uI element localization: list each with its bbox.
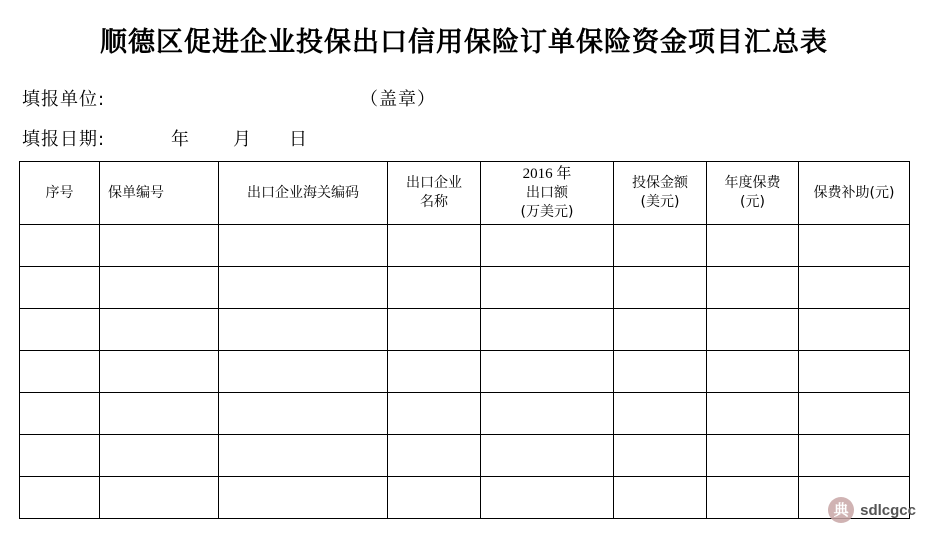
watermark-text: sdlcgcc bbox=[860, 501, 916, 519]
table-row bbox=[20, 309, 910, 351]
table-cell[interactable] bbox=[219, 225, 388, 267]
table-cell[interactable] bbox=[20, 435, 100, 477]
table-cell[interactable] bbox=[219, 351, 388, 393]
table-cell[interactable] bbox=[481, 267, 614, 309]
table-cell[interactable] bbox=[388, 477, 481, 519]
header-company-name: 出口企业 名称 bbox=[388, 162, 481, 225]
table-cell[interactable] bbox=[481, 393, 614, 435]
table-cell[interactable] bbox=[219, 309, 388, 351]
table-cell[interactable] bbox=[100, 267, 219, 309]
table-row bbox=[20, 267, 910, 309]
header-insured-amount: 投保金额 (美元) bbox=[614, 162, 707, 225]
table-cell[interactable] bbox=[481, 351, 614, 393]
table-cell[interactable] bbox=[707, 351, 799, 393]
table-cell[interactable] bbox=[481, 435, 614, 477]
stamp-note: （盖章） bbox=[360, 89, 436, 110]
document-title: 顺德区促进企业投保出口信用保险订单保险资金项目汇总表 bbox=[100, 27, 828, 58]
table-cell[interactable] bbox=[707, 225, 799, 267]
table-cell[interactable] bbox=[799, 351, 910, 393]
table-cell[interactable] bbox=[614, 267, 707, 309]
date-month-label: 月 bbox=[233, 129, 252, 150]
table-row bbox=[20, 477, 910, 519]
summary-table bbox=[19, 161, 910, 519]
table-body bbox=[20, 225, 910, 519]
table-cell[interactable] bbox=[614, 351, 707, 393]
header-serial-no: 序号 bbox=[20, 162, 100, 225]
table-cell[interactable] bbox=[100, 225, 219, 267]
watermark bbox=[828, 497, 916, 523]
date-year-label: 年 bbox=[171, 129, 190, 150]
table-cell[interactable] bbox=[100, 435, 219, 477]
table-cell[interactable] bbox=[20, 225, 100, 267]
table-cell[interactable] bbox=[614, 225, 707, 267]
table-cell[interactable] bbox=[481, 225, 614, 267]
table-cell[interactable] bbox=[707, 309, 799, 351]
table-cell[interactable] bbox=[388, 267, 481, 309]
table-cell[interactable] bbox=[799, 267, 910, 309]
table-cell[interactable] bbox=[20, 351, 100, 393]
table-cell[interactable] bbox=[614, 393, 707, 435]
table-cell[interactable] bbox=[388, 351, 481, 393]
table-cell[interactable] bbox=[219, 477, 388, 519]
table-row bbox=[20, 393, 910, 435]
table-row bbox=[20, 351, 910, 393]
table-cell[interactable] bbox=[20, 309, 100, 351]
watermark-logo: 典 bbox=[828, 497, 854, 523]
table-cell[interactable] bbox=[388, 225, 481, 267]
table-cell[interactable] bbox=[219, 393, 388, 435]
header-export-value: 2016 年 出口额 (万美元) bbox=[481, 162, 614, 225]
table-cell[interactable] bbox=[799, 393, 910, 435]
table-cell[interactable] bbox=[481, 477, 614, 519]
table-cell[interactable] bbox=[614, 309, 707, 351]
table-cell[interactable] bbox=[707, 477, 799, 519]
table-cell[interactable] bbox=[100, 351, 219, 393]
summary-table-wrapper bbox=[19, 161, 910, 519]
table-cell[interactable] bbox=[707, 267, 799, 309]
table-cell[interactable] bbox=[219, 435, 388, 477]
table-cell[interactable] bbox=[100, 309, 219, 351]
table-cell[interactable] bbox=[614, 477, 707, 519]
table-row bbox=[20, 225, 910, 267]
table-cell[interactable] bbox=[481, 309, 614, 351]
table-header-row bbox=[20, 162, 910, 225]
table-cell[interactable] bbox=[388, 393, 481, 435]
table-cell[interactable] bbox=[388, 435, 481, 477]
table-cell[interactable] bbox=[614, 435, 707, 477]
fill-date-label: 填报日期: bbox=[22, 129, 106, 150]
date-day-label: 日 bbox=[289, 129, 308, 150]
table-cell[interactable] bbox=[100, 393, 219, 435]
table-cell[interactable] bbox=[219, 267, 388, 309]
header-customs-code: 出口企业海关编码 bbox=[219, 162, 388, 225]
header-annual-premium: 年度保费 (元) bbox=[707, 162, 799, 225]
table-cell[interactable] bbox=[707, 435, 799, 477]
table-cell[interactable] bbox=[20, 393, 100, 435]
table-cell[interactable] bbox=[100, 477, 219, 519]
header-premium-subsidy: 保费补助(元) bbox=[799, 162, 910, 225]
table-cell[interactable] bbox=[799, 435, 910, 477]
header-policy-no: 保单编号 bbox=[100, 162, 219, 225]
fill-unit-label: 填报单位: bbox=[22, 89, 106, 110]
table-cell[interactable] bbox=[707, 393, 799, 435]
table-cell[interactable] bbox=[388, 309, 481, 351]
table-cell[interactable] bbox=[799, 309, 910, 351]
table-cell[interactable] bbox=[799, 225, 910, 267]
table-row bbox=[20, 435, 910, 477]
table-cell[interactable] bbox=[20, 267, 100, 309]
table-cell[interactable] bbox=[20, 477, 100, 519]
